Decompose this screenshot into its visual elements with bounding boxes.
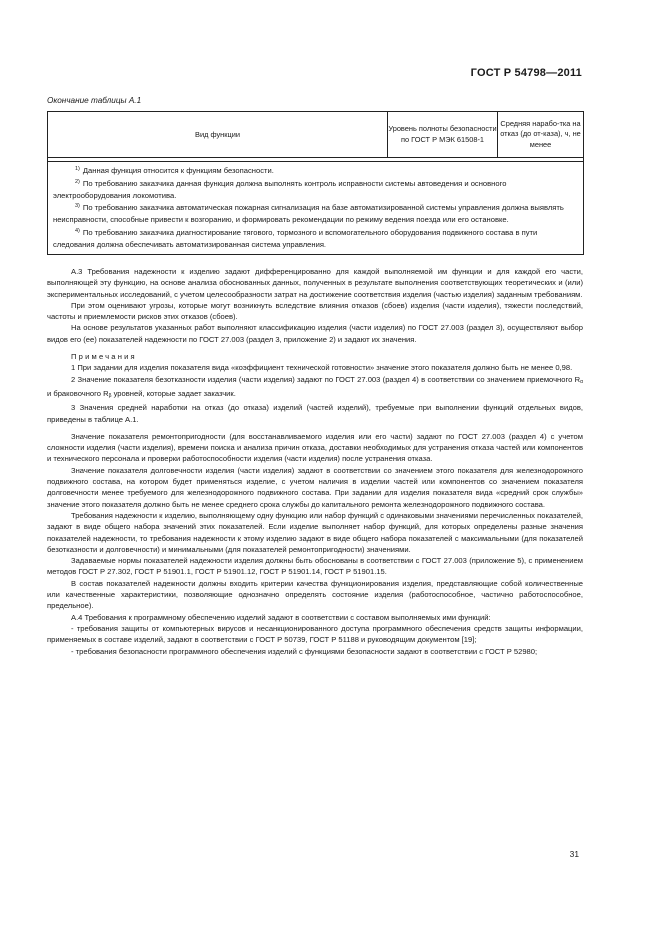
column-header-mtbf: Средняя нарабо-тка на отказ (до от-каза), ч, не менее bbox=[498, 112, 584, 158]
table-a1-end bbox=[47, 111, 584, 255]
footnote-text: По требованию заказчика данная функция должна выполнять контроль исправности системы автоведения и основного электрооборудования локомотива. bbox=[53, 178, 507, 200]
note-1: 1 При задании для изделия показателя вида «коэффициент технической готовности» значение этого показателя должно быть не менее 0,98. bbox=[71, 363, 573, 373]
paragraph-threats: При этом оценивают угрозы, которые могут возникнуть вследствие влияния отказов (сбоев) изделия (части изделия), тяжести последствий, частоты и приемлемости рисков этих отказов (сбоев). bbox=[47, 300, 583, 322]
footnote-text: По требованию заказчика диагностирование тягового, тормозного и вспомогательного оборудования подвижного состава в пути следования должна обеспечивать автоматизированная система управления. bbox=[53, 227, 538, 249]
note-3: 3 Значения средней наработки на отказ (до отказа) изделий (частей изделий), требуемые при выполнении функций отдельных видов, приведены в таблице А.1. bbox=[47, 403, 583, 424]
note-2-text-c: уровней, которые задает заказчик. bbox=[111, 388, 236, 398]
paragraph-norms: Задаваемые нормы показателей надежности изделия должны быть обоснованы в соответствии с ГОСТ 27.003 (приложение 5), с применением методов ГОСТ Р 27.302, ГОСТ Р 51901.1, ГОСТ Р 51901.12, ГОСТ Р 51901.14, ГОСТ Р 51901.15. bbox=[47, 556, 583, 577]
paragraph-criteria: В состав показателей надежности должны входить критерии качества функционирования изделия, представляющие собой количественные или качественные характеристики, позволяющие однозначно определять состояние изделия (работоспособное, частично работоспособное, предельное). bbox=[47, 578, 583, 611]
footnote-mark: 1) bbox=[75, 166, 80, 172]
note-2-sub-alpha: α bbox=[580, 378, 583, 385]
footnote-2 bbox=[53, 177, 578, 202]
list-item-software-safety: - требования безопасности программного обеспечения изделий с функциями безопасности задают в соответствии с ГОСТ Р 52980; bbox=[71, 646, 538, 656]
notes-heading: Примечания bbox=[71, 352, 137, 362]
paragraph-a4: А.4 Требования к программному обеспечению изделий задают в соответствии с составом выполняемых ими функций: bbox=[71, 612, 491, 622]
footnote-3 bbox=[53, 201, 578, 226]
table-footnotes bbox=[48, 162, 584, 255]
paragraph-maintainability: Значение показателя ремонтопригодности (для восстанавливаемого изделия или его части) задают по ГОСТ 27.003 (раздел 4) с учетом сложности изделия (части изделия), времени поиска и анализа причин отказа, доставки необходимых для устранения отказа частей или компонентов и технического персонала и проверки работоспособности изделия (части изделия) после устранения отказа. bbox=[47, 431, 583, 464]
paragraph-classification: На основе результатов указанных работ выполняют классификацию изделия (части изделия) по ГОСТ 27.003 (раздел 3), осуществляют выбор видов его (ее) показателей надежности по ГОСТ 27.003 (раздел 3, приложение 2) и задают их значения. bbox=[47, 323, 583, 344]
footnote-mark: 4) bbox=[75, 227, 80, 234]
list-item-virus-protection: - требования защиты от компьютерных вирусов и несанкционированного доступа программного обеспечения средств защиты информации, применяемых в составе изделий, задают в соответствии с ГОСТ Р 50739, ГОСТ Р 51188 и руководящим документом [19]; bbox=[47, 623, 583, 645]
footnote-text: По требованию заказчика автоматическая пожарная сигнализация на базе автоматизированной системы управления должна выявлять неисправности, способные привести к возгоранию, и формировать рекомендации по режиму ведения поезда или его остановке. bbox=[53, 203, 564, 225]
standard-code: ГОСТ Р 54798—2011 bbox=[470, 67, 582, 79]
column-header-sil: Уровень полноты безопасности по ГОСТ Р МЭК 61508-1 bbox=[388, 112, 498, 158]
paragraph-a3: А.3 Требования надежности к изделию задают дифференцированно для каждой выполняемой им функции и для каждой его части, выполняющей эту функцию, на основе анализа обоснованных данных, полученных в результате выполнения соответствующих теоретических и (или) экспериментальных исследований, с учетом целесообразности затрат на достижение соответствия изделия (частью изделия) заданным требованиям. bbox=[47, 267, 583, 299]
paragraph-function-sets: Требования надежности к изделию, выполняющему одну функцию или набор функций с одинаковыми значениями перечисленных показателей, задают в виде общего набора значений этих показателей. Если изделие выполняет набор функций, для которых определены разные значения показателей надежности, то требования надежности к этому изделию задают в виде общего набора показателей с максимальными (для показателей безотказности и долговечности) и минимальными (для показателей ремонтопригодности) значениями. bbox=[47, 510, 583, 554]
note-2-text-a: 2 Значение показателя безотказности изделия (части изделия) задают по ГОСТ 27.003 (раздел 4) в соответствии со значением приемочного R bbox=[71, 374, 581, 384]
document-body bbox=[47, 266, 583, 657]
column-header-function: Вид функции bbox=[48, 112, 388, 158]
footnote-mark: 2) bbox=[75, 178, 80, 185]
table-header-row bbox=[48, 112, 584, 158]
paragraph-durability: Значение показателя долговечности изделия (части изделия) задают в соответствии со значением этого показателя для железнодорожного подвижного состава, на котором будет применяться изделие, с учетом наличия в изделии частей или компонентов со значением показателя долговечности менее требуемого для железнодорожного подвижного состава. При задании для изделия показателя вида «средний срок службы» значение этого показателя должно быть не менее среднего срока службы до капитального ремонта железнодорожного подвижного состава. bbox=[47, 465, 583, 509]
footnote-text: Данная функция относится к функциям безопасности. bbox=[82, 166, 274, 175]
footnote-mark: 3) bbox=[75, 203, 80, 210]
footnote-1 bbox=[53, 164, 578, 177]
footnote-4 bbox=[53, 226, 578, 251]
table-notes-row bbox=[48, 162, 584, 255]
note-2-sub-beta: β bbox=[108, 392, 112, 399]
note-2 bbox=[47, 374, 583, 403]
table-caption: Окончание таблицы А.1 bbox=[47, 96, 142, 105]
note-2-text-b: и браковочного R bbox=[47, 388, 109, 398]
page-number: 31 bbox=[569, 849, 579, 859]
